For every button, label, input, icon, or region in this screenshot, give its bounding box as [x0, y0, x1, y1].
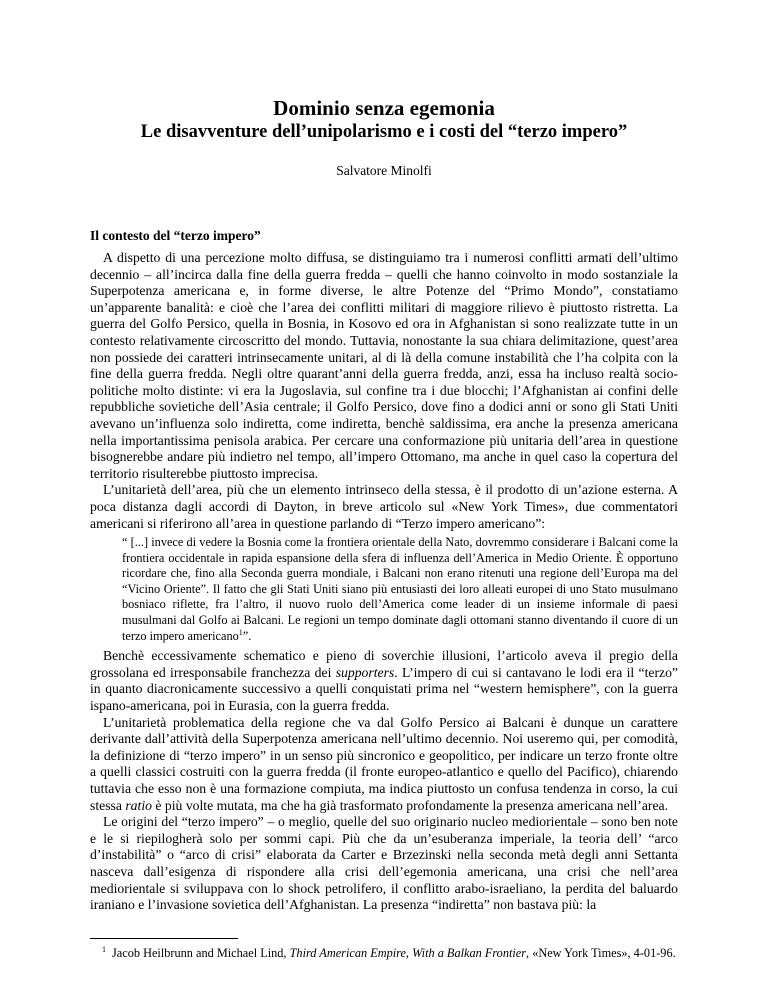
author-name: Salvatore Minolfi — [336, 163, 432, 178]
document-title: Dominio senza egemonia — [273, 96, 495, 120]
document-subtitle: Le disavventure dell’unipolarismo e i costi del “terzo impero” — [140, 122, 628, 142]
section-heading: Il contesto del “terzo impero” — [90, 228, 261, 243]
paragraph-3 — [90, 648, 678, 714]
paragraph-4-text-b: è più volte mutata, ma che ha già trasformato profondamente la presenza americana nell’area. — [151, 797, 669, 813]
footnote — [90, 946, 678, 961]
footnote-text-a: Jacob Heilbrunn and Michael Lind, — [112, 946, 290, 960]
paragraph-5: Le origini del “terzo impero” – o meglio, quelle del suo originario nucleo mediorientale – sono ben note e le si riepilogherà solo per sommi capi. Più che da un’esuberanza imperiale, la teoria dell’ “arco d’instabilità” o “arco di crisi” elaborata da Carter e Brzezinski nella seconda metà degli anni Settanta nasceva dall’esigenza di rispondere alla crisi dell’egemonia americana, una crisi che nell’area mediorientale si sviluppava con lo shock petrolifero, il conflitto arabo-israeliano, la perdita del baluardo iraniano e l’invasione sovietica dell’Afghanistan. La presenza “indiretta” non bastava più: la — [90, 814, 678, 913]
paragraph-3-text-b: . L’impero di cui si cantavano le lodi era il “terzo” in quanto diacronicamente successivo a quelli conquistati prima nel “western hemisphere”, con la guerra ispano-americana, poi in Eurasia, con la guerra fredda. — [90, 664, 678, 714]
footnote-separator — [90, 938, 238, 939]
footnote-number: 1 — [102, 944, 106, 954]
paragraph-3-emphasis: supporters — [335, 664, 395, 680]
paragraph-1: A dispetto di una percezione molto diffusa, se distinguiamo tra i numerosi conflitti armati dell’ultimo decennio – all’incirca dalla fine della guerra fredda – quelli che hanno coinvolto in modo sostanziale la Superpotenza americana e, in forme diverse, le altre Potenze del “Primo Mondo”, constatiamo un’apparente banalità: e cioè che l’area dei conflitti militari di maggiore rilievo è piuttosto ristretta. La guerra del Golfo Persico, quella in Bosnia, in Kosovo ed ora in Afghanistan si sono realizzate tutte in un contesto relativamente circoscritto del mondo. Tuttavia, nonostante la sua chiara delimitazione, quest’area non possiede dei caratteri intrinsecamente unitari, al di là della comune instabilità che l’ha colpita con la fine della guerra fredda. Negli oltre quarant’anni della guerra fredda, anzi, essa ha incluso realtà socio-politiche molto distinte: vi era la Jugoslavia, sul confine tra i due blocchi; l’Afghanistan ai confini delle repubbliche sovietiche dell’Asia centrale; il Golfo Persico, dove fino a dodici anni or sono gli Stati Uniti avevano un’influenza solo indiretta, come indiretta, benchè saldissima, era anche la presenza americana nella importantissima penisola arabica. Per cercare una conformazione più unitaria dell’area in questione bisognerebbe andare più indietro nel tempo, all’impero Ottomano, ma anche in quel caso la copertura del territorio risulterebbe piuttosto imprecisa. — [90, 250, 678, 481]
paragraph-4-text-a: L’unitarietà problematica della regione che va dal Golfo Persico ai Balcani è dunque un carattere derivante dall’attività della Superpotenza americana nell’ultimo decennio. Noi useremo qui, per comodità, la definizione di “terzo impero” in un senso più sincronico e geopolitico, per indicare un terzo fronte oltre a quelli classici costruiti con la guerra fredda (il fronte europeo-atlantico e quello del Pacifico), chiarendo tuttavia che esso non è una formazione compiuta, ma indica piuttosto un confusa tendenza in corso, la cui stessa — [90, 714, 678, 813]
quote-closing: ”. — [242, 628, 252, 643]
footnote-reference[interactable]: 1 — [238, 627, 243, 637]
paragraph-4 — [90, 715, 678, 815]
footnote-text-b: , «New York Times», 4-01-96. — [526, 946, 676, 960]
body-text — [90, 250, 678, 914]
block-quote — [122, 535, 678, 644]
paragraph-4-emphasis: ratio — [125, 797, 152, 813]
paragraph-2: L’unitarietà dell’area, più che un elemento intrinseco della stessa, è il prodotto di un’azione esterna. A poca distanza dagli accordi di Dayton, in breve articolo sul «New York Times», due commentatori americani si riferirono all’area in questione parlando di “Terzo impero americano”: — [90, 482, 678, 531]
quote-text: “ [...] invece di vedere la Bosnia come la frontiera orientale della Nato, dovremmo considerare i Balcani come la frontiera occidentale in rapida espansione della sfera di influenza dell’America in Medio Oriente. È opportuno ricordare che, fino alla Seconda guerra mondiale, i Balcani non erano ritenuti una regione dell’Europa ma del “Vicino Oriente”. Il fatto che gli Stati Uniti siano più entusiasti dei loro alleati europei di uno Stato musulmano bosniaco riflette, fra l’altro, il nuovo ruolo dell’America come leader di un insieme informale di paesi musulmani dal Golfo ai Balcani. Le regioni un tempo dominate dagli ottomani stanno diventando il cuore di un terzo impero americano — [122, 535, 678, 643]
paragraph-3-text-a: Benchè eccessivamente schematico e pieno di soverchie illusioni, l’articolo aveva il pregio della grossolana ed irresponsabile franchezza dei — [90, 648, 678, 680]
footnote-title: Third American Empire, With a Balkan Frontier — [289, 946, 527, 960]
